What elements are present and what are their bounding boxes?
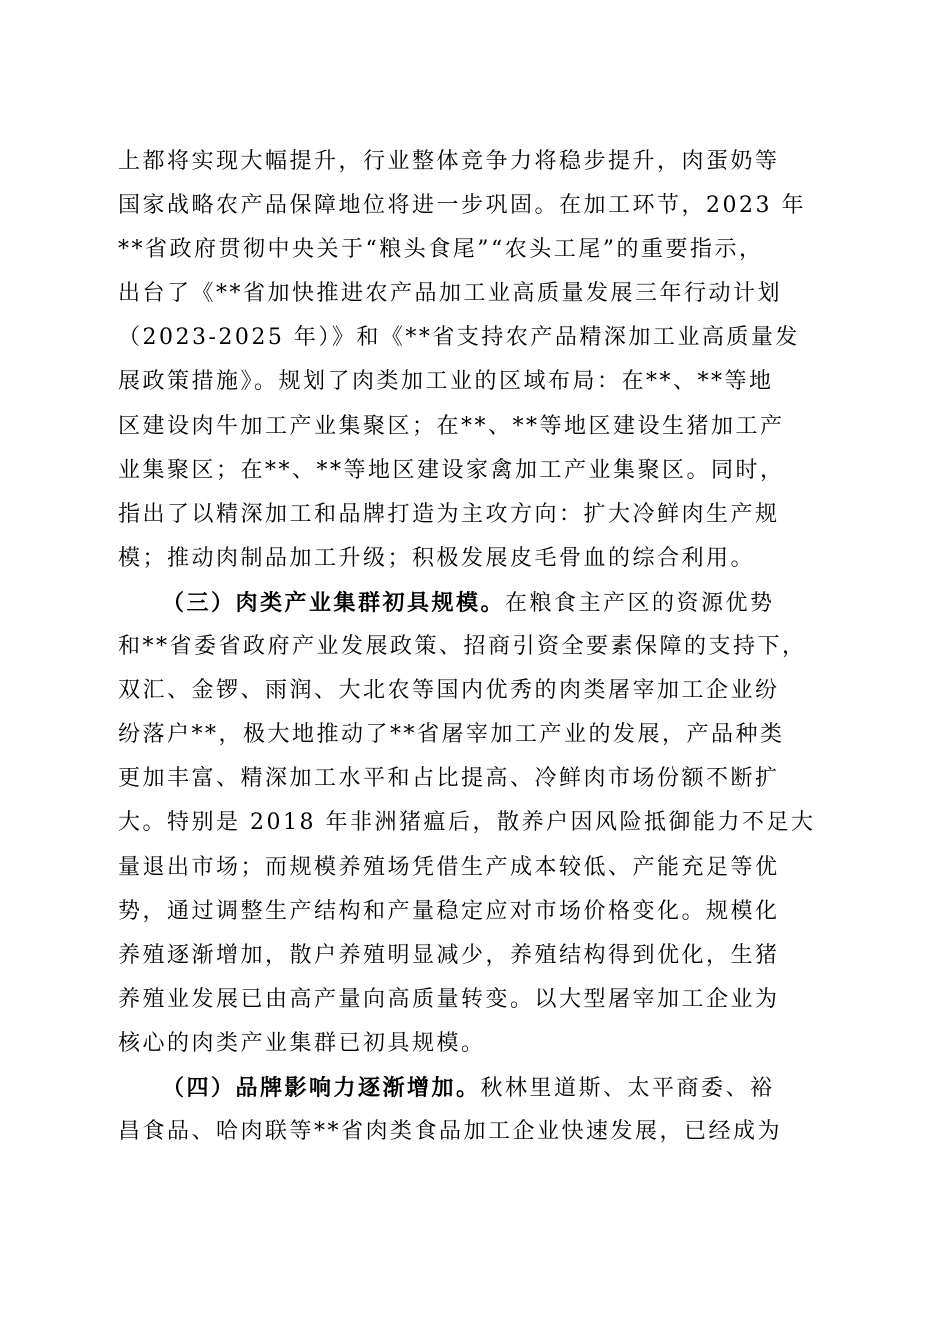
text-line: 上都将实现大幅提升，行业整体竞争力将稳步提升，肉蛋奶等 [118,149,780,174]
text-line: 更加丰富、精深加工水平和占比提高、冷鲜肉市场份额不断扩 [118,766,780,792]
section-three-first-line [118,581,834,625]
text-line: 指出了以精深加工和品牌打造为主攻方向：扩大冷鲜肉生产规 [118,501,780,527]
text-line: 国家战略农产品保障地位将进一步巩固。在加工环节，2023 年 [118,193,806,219]
text-line: 核心的肉类产业集群已初具规模。 [118,1030,486,1056]
section-four-heading: （四）品牌影响力逐渐增加。 [162,1074,481,1101]
text-line: 业集聚区；在**、**等地区建设家禽加工产业集聚区。同时， [118,457,785,483]
text-line: 大。特别是 2018 年非洲猪瘟后，散养户因风险抵御能力不足大 [118,810,816,836]
text-line: 区建设肉牛加工产业集聚区；在**、**等地区建设生猪加工产 [118,413,785,439]
paragraph-continuation [118,140,834,1154]
text-line: 养殖业发展已由高产量向高质量转变。以大型屠宰加工企业为 [118,986,780,1012]
text-line: （2023-2025 年）》和《**省支持农产品精深加工业高质量发 [118,325,800,351]
text-line: 展政策措施》。规划了肉类加工业的区域布局：在**、**等地 [118,369,774,395]
section-four-first-line-rest: 秋林里道斯、太平商委、裕 [480,1075,775,1101]
text-line: **省政府贯彻中央关于“粮头食尾”“农头工尾”的重要指示， [118,237,764,263]
text-line: 养殖逐渐增加，散户养殖明显减少，养殖结构得到优化，生猪 [118,942,780,968]
text-line: 模；推动肉制品加工升级；积极发展皮毛骨血的综合利用。 [118,545,756,571]
text-line: 和**省委省政府产业发展政策、招商引资全要素保障的支持下， [118,634,807,660]
text-line: 出台了《**省加快推进农产品加工业高质量发展三年行动计划 [118,281,783,307]
text-line: 量退出市场；而规模养殖场凭借生产成本较低、产能充足等优 [118,854,780,880]
section-three-first-line-rest: 在粮食主产区的资源优势 [505,590,775,616]
section-four-first-line [118,1066,834,1110]
text-line: 双汇、金锣、雨润、大北农等国内优秀的肉类屠宰加工企业纷 [118,678,780,704]
text-line: 纷落户**，极大地推动了**省屠宰加工产业的发展，产品种类 [118,722,785,748]
section-three-heading: （三）肉类产业集群初具规模。 [162,589,506,616]
text-line: 势，通过调整生产结构和产量稳定应对市场价格变化。规模化 [118,898,780,924]
text-line: 昌食品、哈肉联等**省肉类食品加工企业快速发展，已经成为 [118,1119,783,1145]
